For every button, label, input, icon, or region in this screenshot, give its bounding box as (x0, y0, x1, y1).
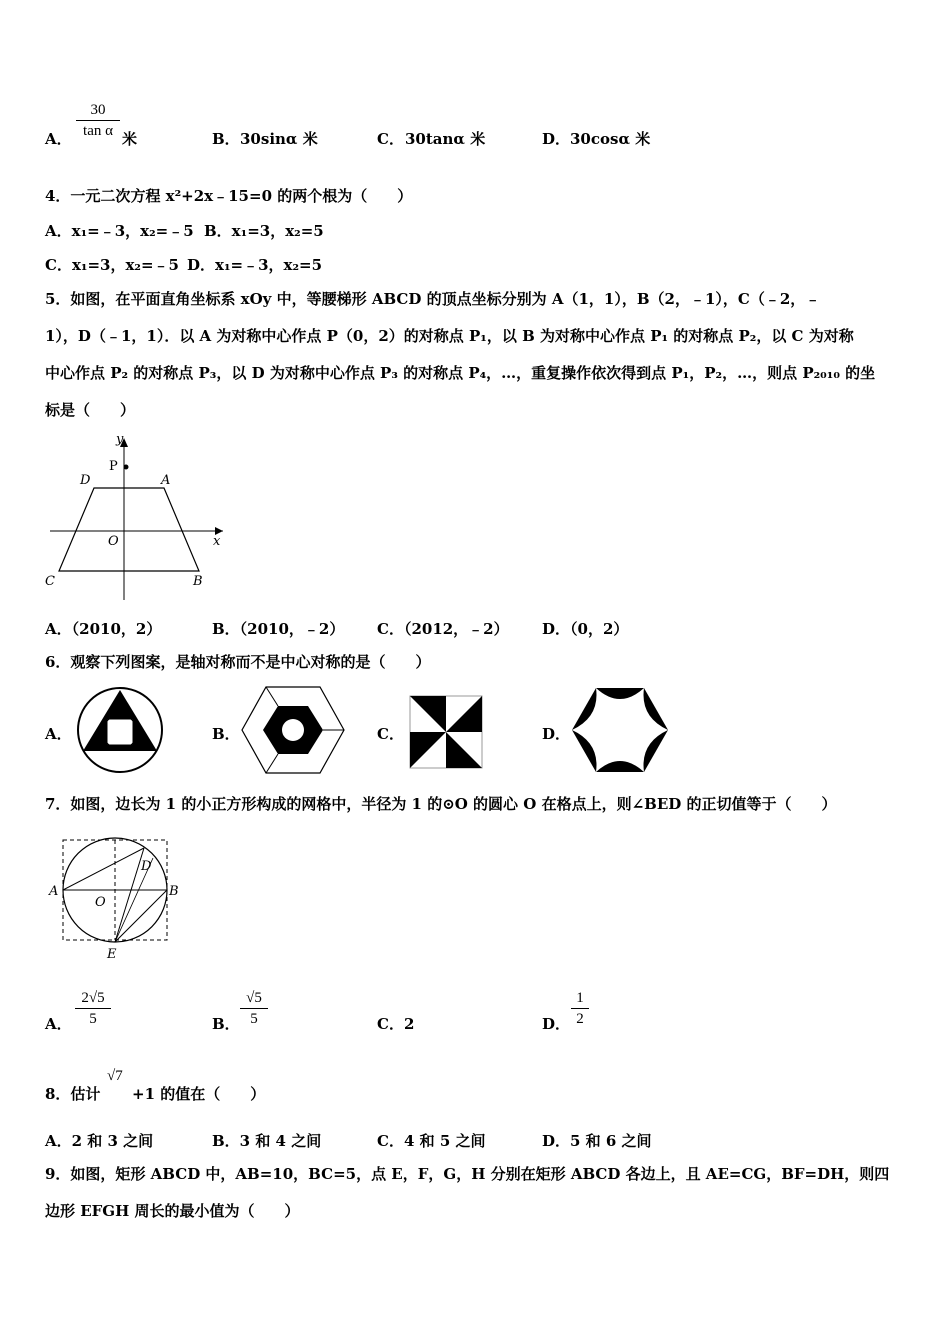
q3-option-b-label: B． (212, 130, 240, 148)
q7-stem: 7．如图，边长为 1 的小正方形构成的网格中，半径为 1 的⊙O 的圆心 O 在格点上，则∠BED 的正切值等于（ ） (45, 795, 837, 813)
q7-option-a-fraction (75, 988, 111, 1029)
q7-option-a-label: A． (45, 1015, 72, 1033)
q6-option-c-label: C． (377, 725, 404, 743)
q3-option-a-label: A． (45, 130, 72, 148)
q8-stem-prefix: 8．估计 (45, 1085, 101, 1103)
q7-circle-grid-figure (45, 832, 185, 964)
label-o: O (95, 895, 106, 910)
q7-option-b-numerator: √5 (240, 988, 268, 1009)
q7-option-a-numerator: 2√5 (75, 988, 111, 1009)
q8-radical: √7 (107, 1068, 123, 1084)
q5-option-b: B．（2010，﹣2） (212, 620, 345, 638)
q4-option-b: B．x₁=3，x₂=5 (204, 222, 324, 240)
q8-option-d: D．5 和 6 之间 (542, 1132, 652, 1150)
q6-figure-c-pinwheel (406, 690, 486, 774)
label-e: E (107, 947, 117, 962)
q5-option-c: C．（2012，﹣2） (377, 620, 509, 638)
label-x: x (213, 534, 221, 549)
q4-option-c: C．x₁=3，x₂=﹣5 (45, 256, 179, 274)
label-d: D (141, 859, 152, 874)
q5-line-4: 标是（ ） (45, 401, 136, 419)
q7-option-b-denominator: 5 (250, 1011, 258, 1027)
q6-figure-d-hexagon-star (570, 684, 670, 776)
label-a: A (49, 884, 59, 899)
trapezoid-abcd (59, 488, 199, 571)
q5-line-3: 中心作点 P₂ 的对称点 P₃，以 D 为对称中心作点 P₃ 的对称点 P₄，…，重复操作依次得到点 P₁，P₂，…，则点 P₂₀₁₀ 的坐 (45, 364, 876, 382)
q5-option-a: A．（2010，2） (45, 620, 162, 638)
q3-option-b: 30sinα 米 (240, 130, 318, 148)
q3-option-c-label: C． (377, 130, 404, 148)
point-p (124, 465, 129, 470)
q9-line-2: 边形 EFGH 周长的最小值为（ ） (45, 1202, 300, 1220)
q6-figure-b-hexagon-nut (240, 684, 346, 776)
q9-line-1: 9．如图，矩形 ABCD 中，AB=10，BC=5，点 E，F，G，H 分别在矩形 ABCD 各边上，且 AE=CG，BF=DH，则四 (45, 1165, 890, 1183)
q4-option-a: A．x₁=﹣3，x₂=﹣5 (45, 222, 194, 240)
q8-option-b: B．3 和 4 之间 (212, 1132, 322, 1150)
label-y: y (116, 432, 124, 447)
q8-stem-suffix: +1 的值在（ ） (132, 1085, 266, 1103)
q4-option-d: D．x₁=﹣3，x₂=5 (187, 256, 323, 274)
q6-figure-a-circle-triangle (74, 684, 166, 776)
label-c: C (45, 574, 55, 589)
q7-option-b-fraction (240, 988, 268, 1029)
q7-option-c: C．2 (377, 1015, 415, 1033)
q4-stem: 4．一元二次方程 x²+2x﹣15=0 的两个根为（ ） (45, 187, 413, 205)
label-d: D (80, 473, 91, 488)
q7-option-a-denominator: 5 (89, 1011, 97, 1027)
q5-line-2: 1），D（﹣1，1）．以 A 为对称中心作点 P（0，2）的对称点 P₁，以 B 为对称中心作点 P₁ 的对称点 P₂，以 C 为对称 (45, 327, 854, 345)
q3-option-a-fraction (76, 100, 120, 141)
q5-option-d: D．（0，2） (542, 620, 629, 638)
label-b: B (193, 574, 203, 589)
q6-option-d-label: D． (542, 725, 571, 743)
q6-option-b-label: B． (212, 725, 240, 743)
q5-trapezoid-figure (45, 432, 225, 602)
q8-option-c: C．4 和 5 之间 (377, 1132, 486, 1150)
q6-option-a-label: A． (45, 725, 72, 743)
q8-option-a: A．2 和 3 之间 (45, 1132, 154, 1150)
q5-line-1: 5．如图，在平面直角坐标系 xOy 中，等腰梯形 ABCD 的顶点坐标分别为 A（1，1），B（2，﹣1），C（﹣2，﹣ (45, 290, 821, 308)
q7-option-d-numerator: 1 (571, 988, 589, 1009)
label-a: A (161, 473, 171, 488)
label-b: B (169, 884, 179, 899)
q3-option-a-denominator: tan α (83, 123, 113, 139)
q7-option-d-label: D． (542, 1015, 571, 1033)
q3-option-a-unit: 米 (122, 130, 138, 148)
q3-option-d-label: D． (542, 130, 571, 148)
q3-option-c: 30tanα 米 (405, 130, 486, 148)
label-o: O (108, 534, 119, 549)
q6-stem: 6．观察下列图案，是轴对称而不是中心对称的是（ ） (45, 653, 431, 671)
q3-option-d: 30cosα 米 (570, 130, 651, 148)
q3-option-a-numerator: 30 (76, 100, 120, 121)
label-p: P (109, 459, 118, 474)
q7-option-d-denominator: 2 (576, 1011, 584, 1027)
q7-option-b-label: B． (212, 1015, 240, 1033)
q7-option-d-fraction (571, 988, 589, 1029)
